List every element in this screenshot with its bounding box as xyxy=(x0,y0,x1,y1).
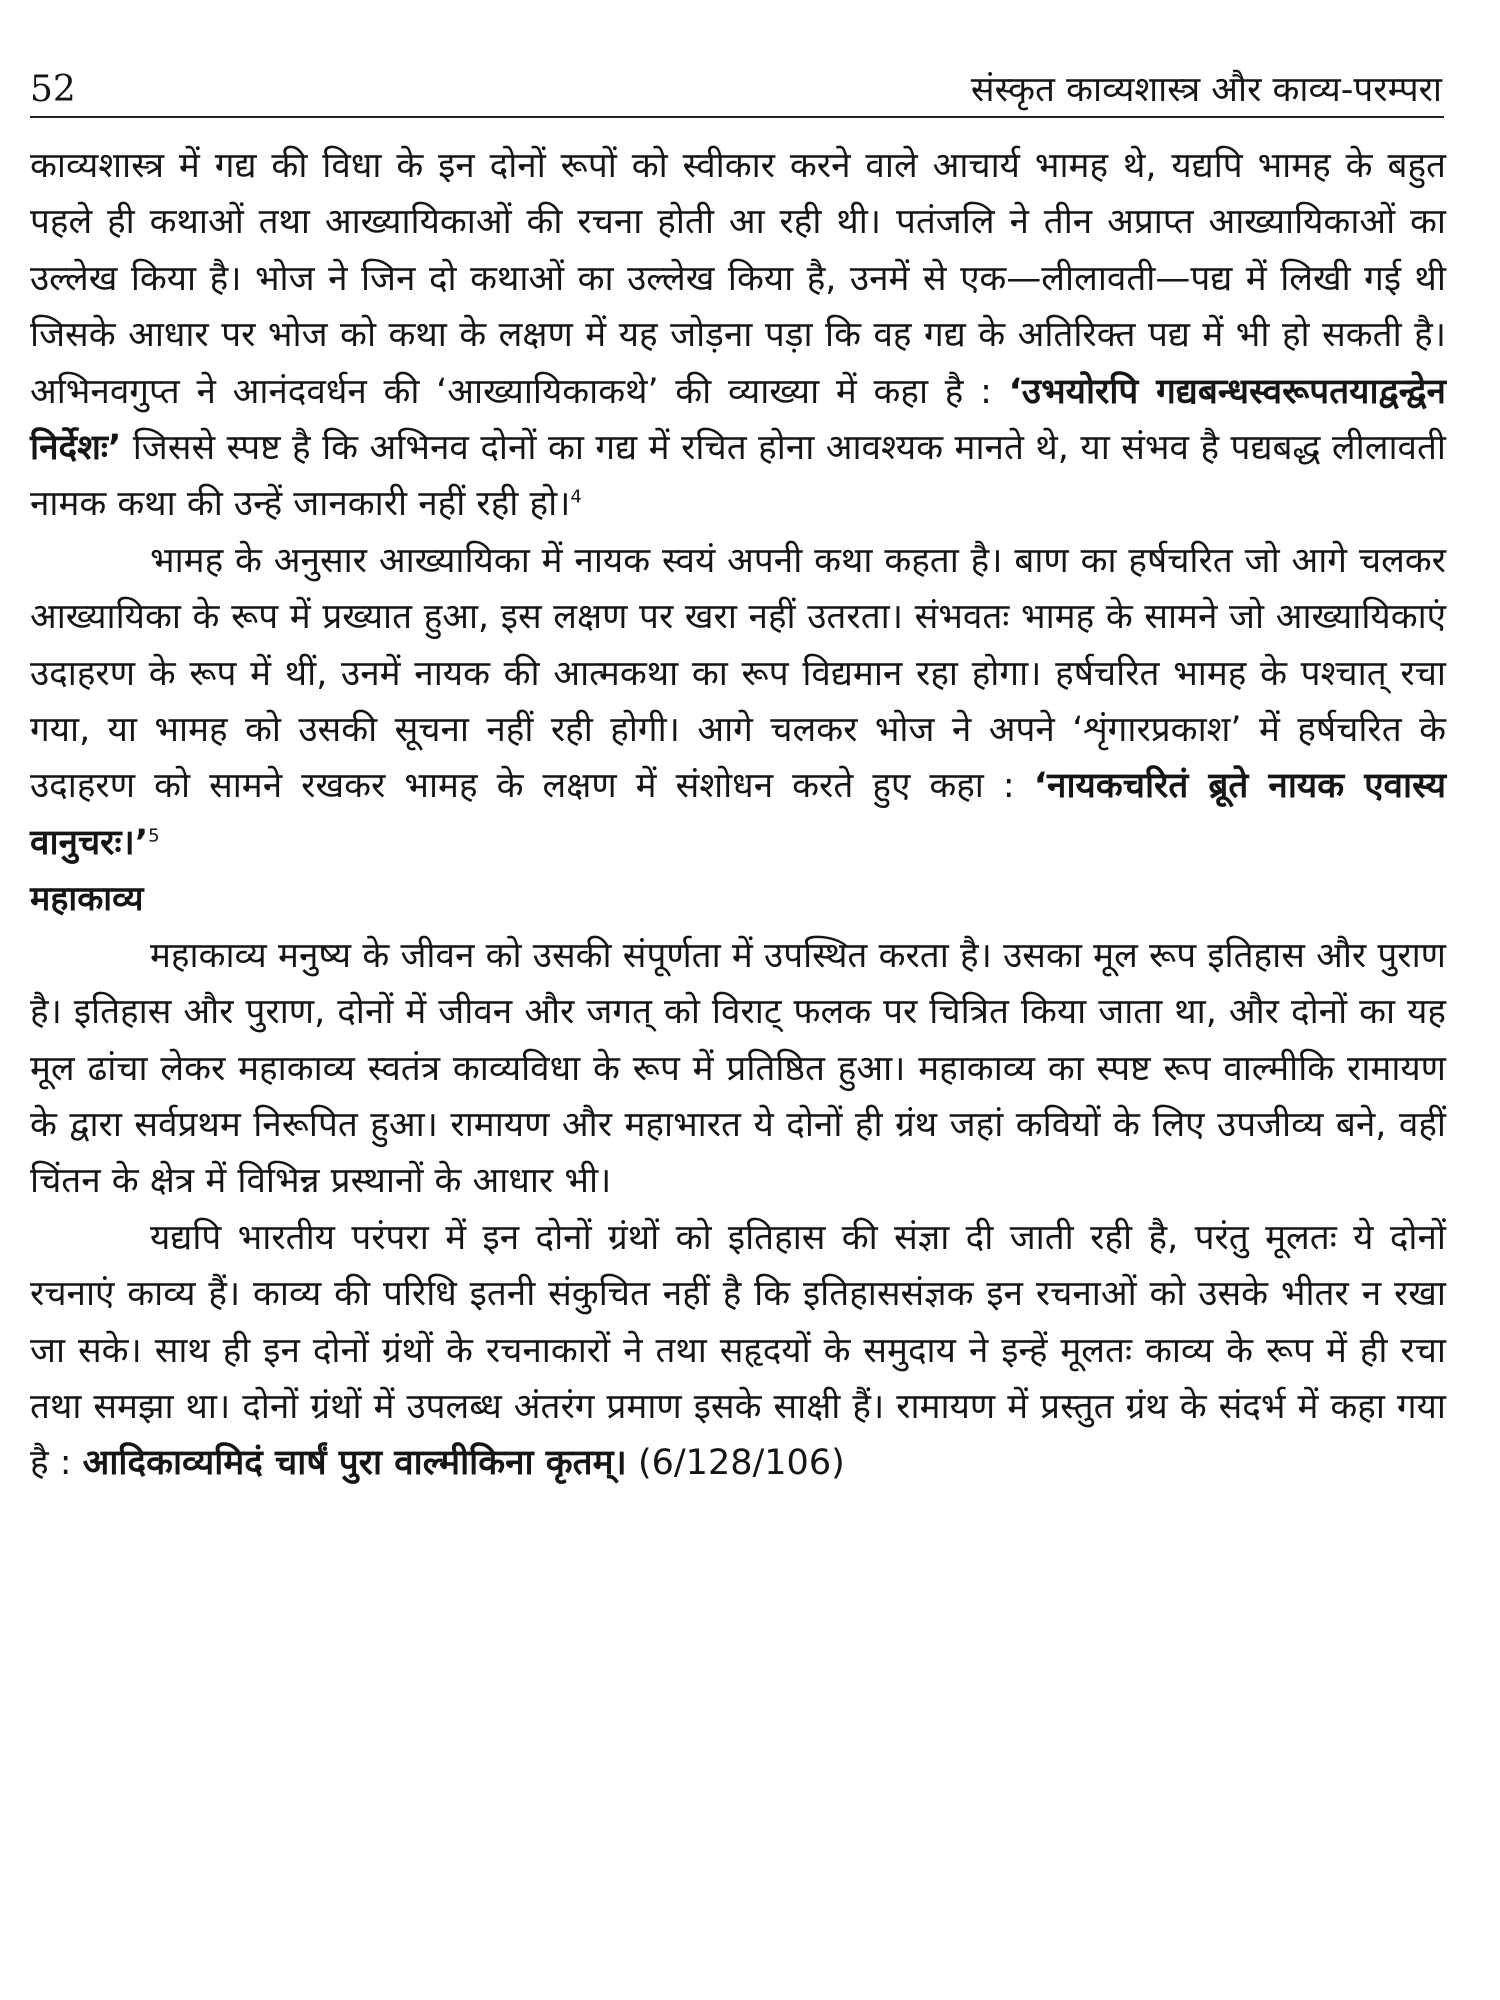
verse-citation: (6/128/106) xyxy=(637,1443,845,1484)
sanskrit-quote: आदिकाव्यमिदं चार्षं पुरा वाल्मीकिना कृतम्। xyxy=(82,1443,627,1484)
paragraph-text: यद्यपि भारतीय परंपरा में इन दोनों ग्रंथों को इतिहास की संज्ञा दी जाती रही है, परंतु मूलतः ये दोनों रचनाएं काव्य हैं। काव्य की परिधि इतनी संकुचित नहीं है कि इतिहाससंज्ञक इन रचनाओं को उसके भीतर न रखा जा सके। साथ ही इन दोनों ग्रंथों के रचनाकारों ने तथा सहृदयों के समुदाय ने इन्हें मूलतः काव्य के रूप में ही रचा तथा समझा था। दोनों ग्रंथों में उपलब्ध अंतरंग प्रमाण इसके साक्षी हैं। रामायण में प्रस्तुत ग्रंथ के संदर्भ में कहा गया है : xyxy=(30,1217,1446,1484)
body-text xyxy=(30,138,1446,1492)
section-heading: महाकाव्य xyxy=(30,879,144,920)
paragraph-text: काव्यशास्त्र में गद्य की विधा के इन दोनों रूपों को स्वीकार करने वाले आचार्य भामह थे, यद्यपि भामह के बहुत पहले ही कथाओं तथा आख्यायिकाओं की रचना होती आ रही थी। पतंजलि ने तीन अप्राप्त आख्यायिकाओं का उल्लेख किया है। भोज ने जिन दो कथाओं का उल्लेख किया है, उनमें से एक—लीलावती—पद्य में लिखी गई थी जिसके आधार पर भोज को कथा के लक्षण में यह जोड़ना पड़ा कि वह गद्य के अतिरिक्त पद्य में भी हो सकती है। अभिनवगुप्त ने आनंदवर्धन की ‘आख्यायिकाकथे’ की व्याख्या में कहा है : xyxy=(30,146,1446,412)
paragraph: महाकाव्य मनुष्य के जीवन को उसकी संपूर्णता में उपस्थित करता है। उसका मूल रूप इतिहास और पुराण है। इतिहास और पुराण, दोनों में जीवन और जगत् को विराट् फलक पर चित्रित किया जाता था, और दोनों का यह मूल ढांचा लेकर महाकाव्य स्वतंत्र काव्यविधा के रूप में प्रतिष्ठित हुआ। महाकाव्य का स्पष्ट रूप वाल्मीकि रामायण के द्वारा सर्वप्रथम निरूपित हुआ। रामायण और महाभारत ये दोनों ही ग्रंथ जहां कवियों के लिए उपजीव्य बने, वहीं चिंतन के क्षेत्र में विभिन्न प्रस्थानों के आधार भी। xyxy=(30,935,1446,1202)
running-title: संस्कृत काव्यशास्त्र और काव्य-परम्परा xyxy=(970,70,1442,110)
page-number: 52 xyxy=(30,69,76,110)
footnote-marker[interactable]: 4 xyxy=(570,486,582,508)
footnote-marker[interactable]: 5 xyxy=(148,825,160,847)
sanskrit-quote: ‘उभयोरपि गद्यबन्धस्वरूपतयाद्वन्द्वेन निर्देशः’ xyxy=(30,371,1446,469)
sanskrit-quote: ‘नायकचरितं ब्रूते नायक एवास्य वानुचरः।’ xyxy=(30,766,1446,863)
page-header xyxy=(30,44,1442,108)
paragraph-text: जिससे स्पष्ट है कि अभिनव दोनों का गद्य में रचित होना आवश्यक मानते थे, या संभव है पद्यबद्ध लीलावती नामक कथा की उन्हें जानकारी नहीं रही हो। xyxy=(30,428,1446,525)
paragraph xyxy=(30,1210,1446,1492)
paragraph xyxy=(30,138,1446,533)
paragraph xyxy=(30,533,1446,871)
header-rule xyxy=(30,116,1444,118)
paragraph-text: भामह के अनुसार आख्यायिका में नायक स्वयं अपनी कथा कहता है। बाण का हर्षचरित जो आगे चलकर आख्यायिका के रूप में प्रख्यात हुआ, इस लक्षण पर खरा नहीं उतरता। संभवतः भामह के सामने जो आख्यायिकाएं उदाहरण के रूप में थीं, उनमें नायक की आत्मकथा का रूप विद्यमान रहा होगा। हर्षचरित भामह के पश्चात् रचा गया, या भामह को उसकी सूचना नहीं रही होगी। आगे चलकर भोज ने अपने ‘शृंगारप्रकाश’ में हर्षचरित के उदाहरण को सामने रखकर भामह के लक्षण में संशोधन करते हुए कहा : xyxy=(30,540,1446,807)
